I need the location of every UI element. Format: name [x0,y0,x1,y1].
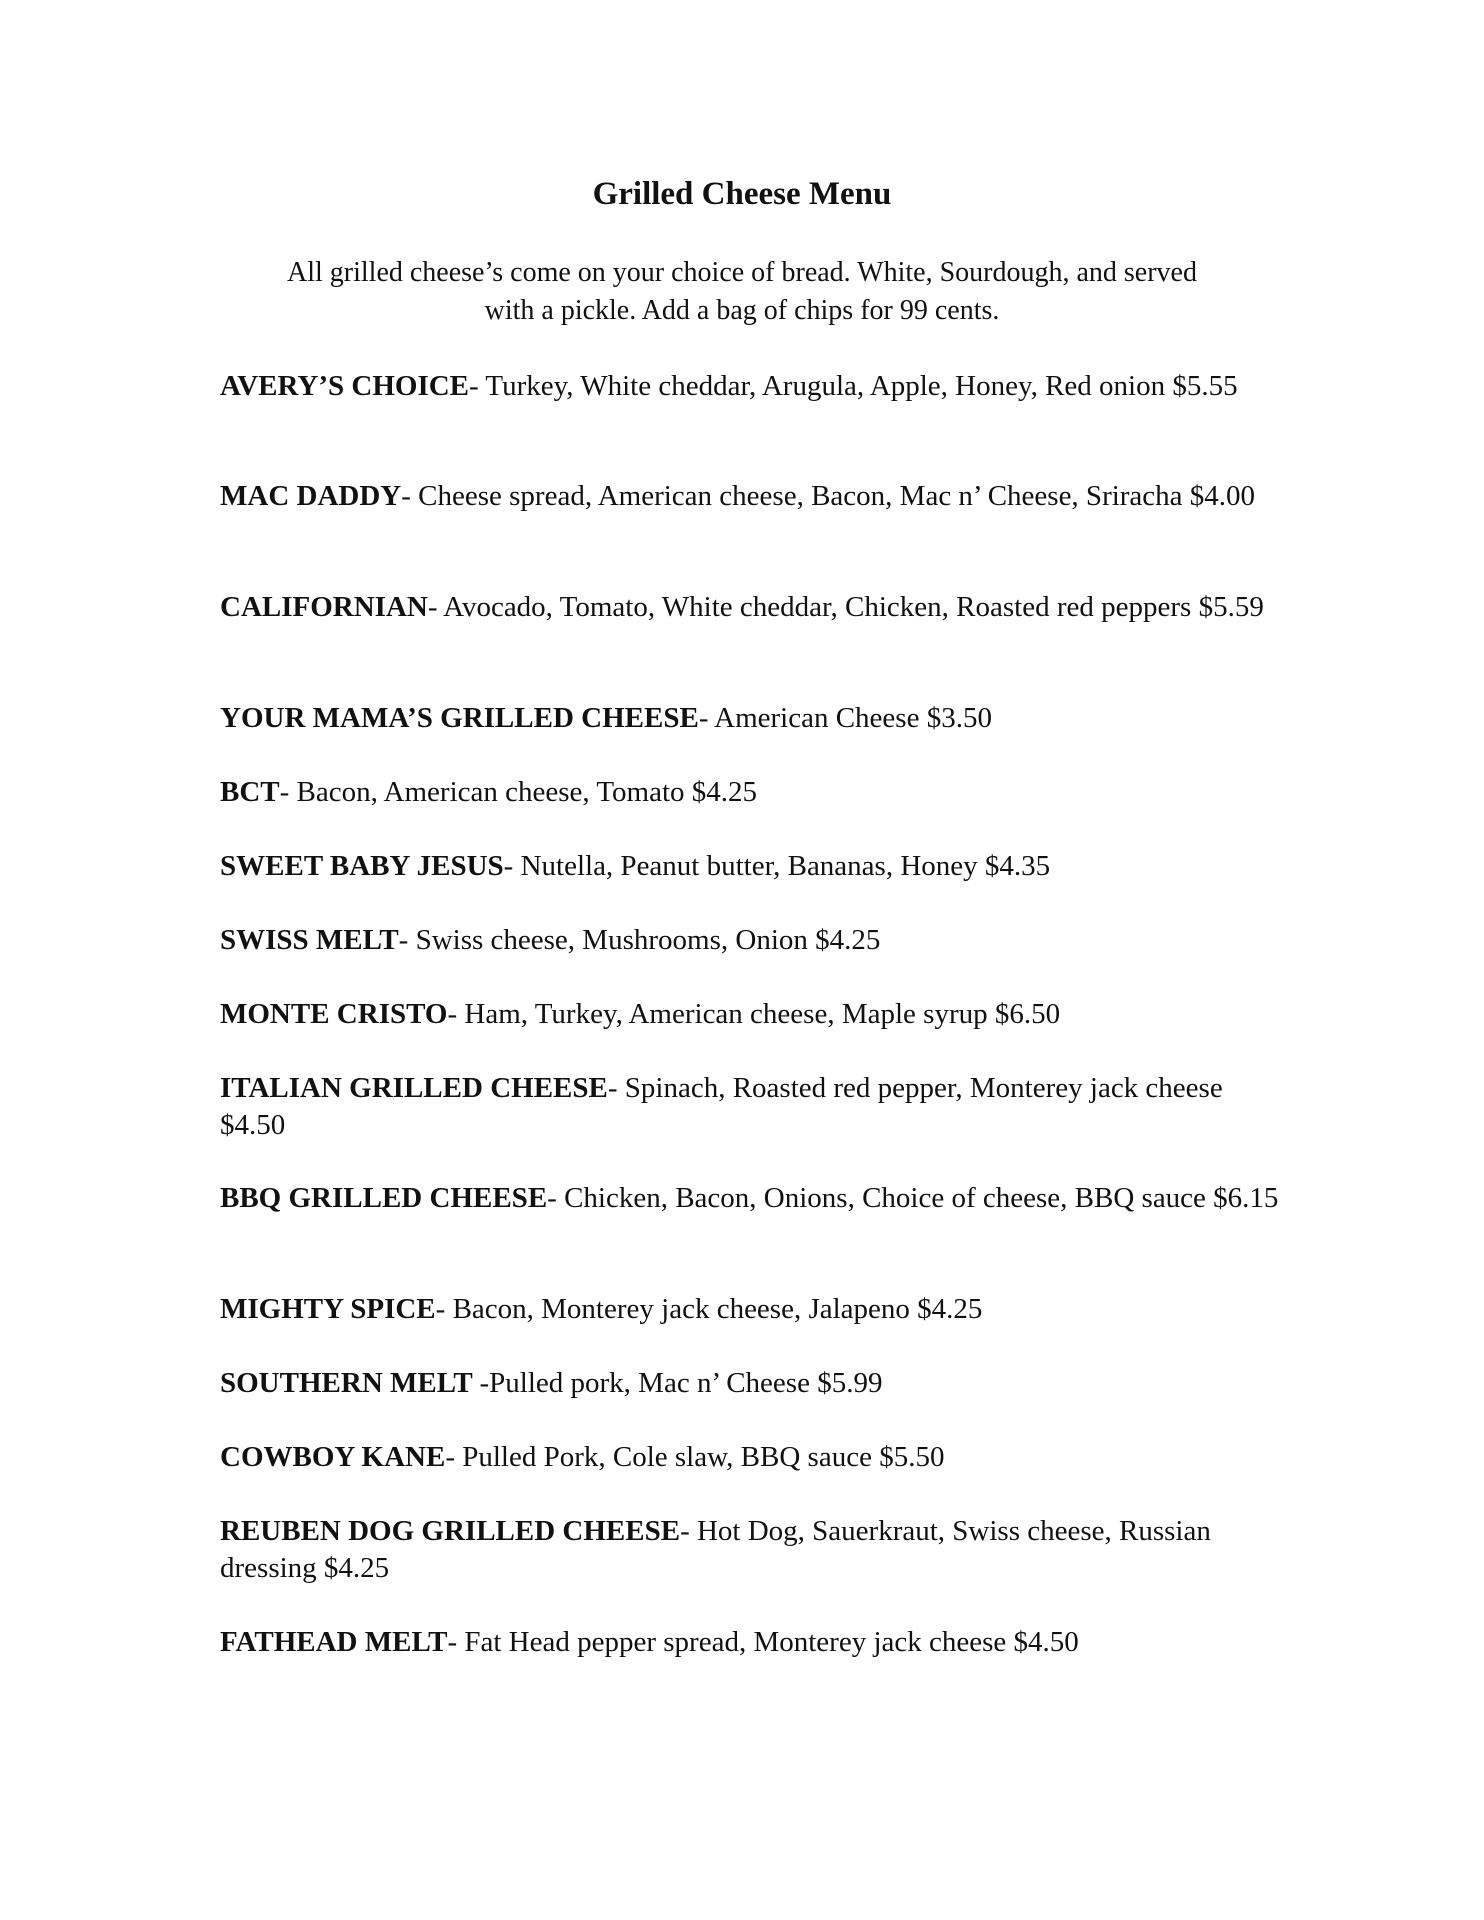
menu-item [220,1365,1290,1402]
menu-item-description: - Bacon, American cheese, Tomato $4.25 [279,776,758,808]
menu-item [220,589,1290,626]
menu-item-description: - Nutella, Peanut butter, Bananas, Honey $4.35 [503,850,1051,882]
menu-item-name: MAC DADDY [220,480,402,512]
intro-line-1: All grilled cheese’s come on your choice of bread. White, Sourdough, and served [287,257,1197,288]
menu-item-description: - Fat Head pepper spread, Monterey jack cheese $4.50 [447,1626,1079,1658]
intro-line-2: with a pickle. Add a bag of chips for 99 cents. [484,295,1000,326]
menu-item-name: SOUTHERN MELT [220,1367,480,1399]
menu-item-description: - Hot Dog, Sauerkraut, Swiss cheese, Russian dressing $4.25 [220,1515,1211,1584]
menu-item-description: - Ham, Turkey, American cheese, Maple syrup $6.50 [447,998,1061,1030]
menu-item-name: SWEET BABY JESUS [220,850,504,882]
menu-item [220,1180,1290,1217]
menu-item [220,1439,1290,1476]
menu-item [220,700,1290,737]
menu-item [220,996,1290,1033]
menu-intro [200,254,1284,330]
menu-item-name: YOUR MAMA’S GRILLED CHEESE [220,702,699,734]
menu-item-description: - American Cheese $3.50 [698,702,992,734]
menu-item-name: COWBOY KANE [220,1441,446,1473]
menu-item-name: SWISS MELT [220,924,399,956]
menu-item-description: - Swiss cheese, Mushrooms, Onion $4.25 [398,924,881,956]
menu-item [220,1070,1290,1144]
menu-item-description: -Pulled pork, Mac n’ Cheese $5.99 [479,1367,883,1399]
menu-item-description: - Chicken, Bacon, Onions, Choice of cheese, BBQ sauce $6.15 [547,1182,1279,1214]
menu-item-name: FATHEAD MELT [220,1626,448,1658]
menu-item-description: - Pulled Pork, Cole slaw, BBQ sauce $5.50 [445,1441,945,1473]
menu-item-description: - Avocado, Tomato, White cheddar, Chicken, Roasted red peppers $5.59 [427,591,1264,623]
menu-item [220,478,1290,515]
menu-item-name: BCT [220,776,280,808]
menu-item-name: REUBEN DOG GRILLED CHEESE [220,1515,681,1547]
menu-item-name: MIGHTY SPICE [220,1293,436,1325]
menu-item [220,1624,1290,1661]
menu-item-description: - Spinach, Roasted red pepper, Monterey jack cheese $4.50 [220,1072,1223,1141]
menu-item-description: - Turkey, White cheddar, Arugula, Apple, Honey, Red onion $5.55 [469,370,1238,402]
menu-item-name: AVERY’S CHOICE [220,370,470,402]
menu-item-name: MONTE CRISTO [220,998,448,1030]
menu-item [220,848,1290,885]
page-title: Grilled Cheese Menu [592,176,892,212]
menu-item-name: ITALIAN GRILLED CHEESE [220,1072,608,1104]
menu-item-name: CALIFORNIAN [220,591,428,623]
menu-item [220,774,1290,811]
menu-item-description: - Cheese spread, American cheese, Bacon, Mac n’ Cheese, Sriracha $4.00 [401,480,1256,512]
menu-item-name: BBQ GRILLED CHEESE [220,1182,548,1214]
menu-item [220,1291,1290,1328]
menu-item [220,1513,1290,1587]
menu-item-description: - Bacon, Monterey jack cheese, Jalapeno $4.25 [435,1293,983,1325]
menu-item [220,922,1290,959]
menu-item [220,368,1290,405]
